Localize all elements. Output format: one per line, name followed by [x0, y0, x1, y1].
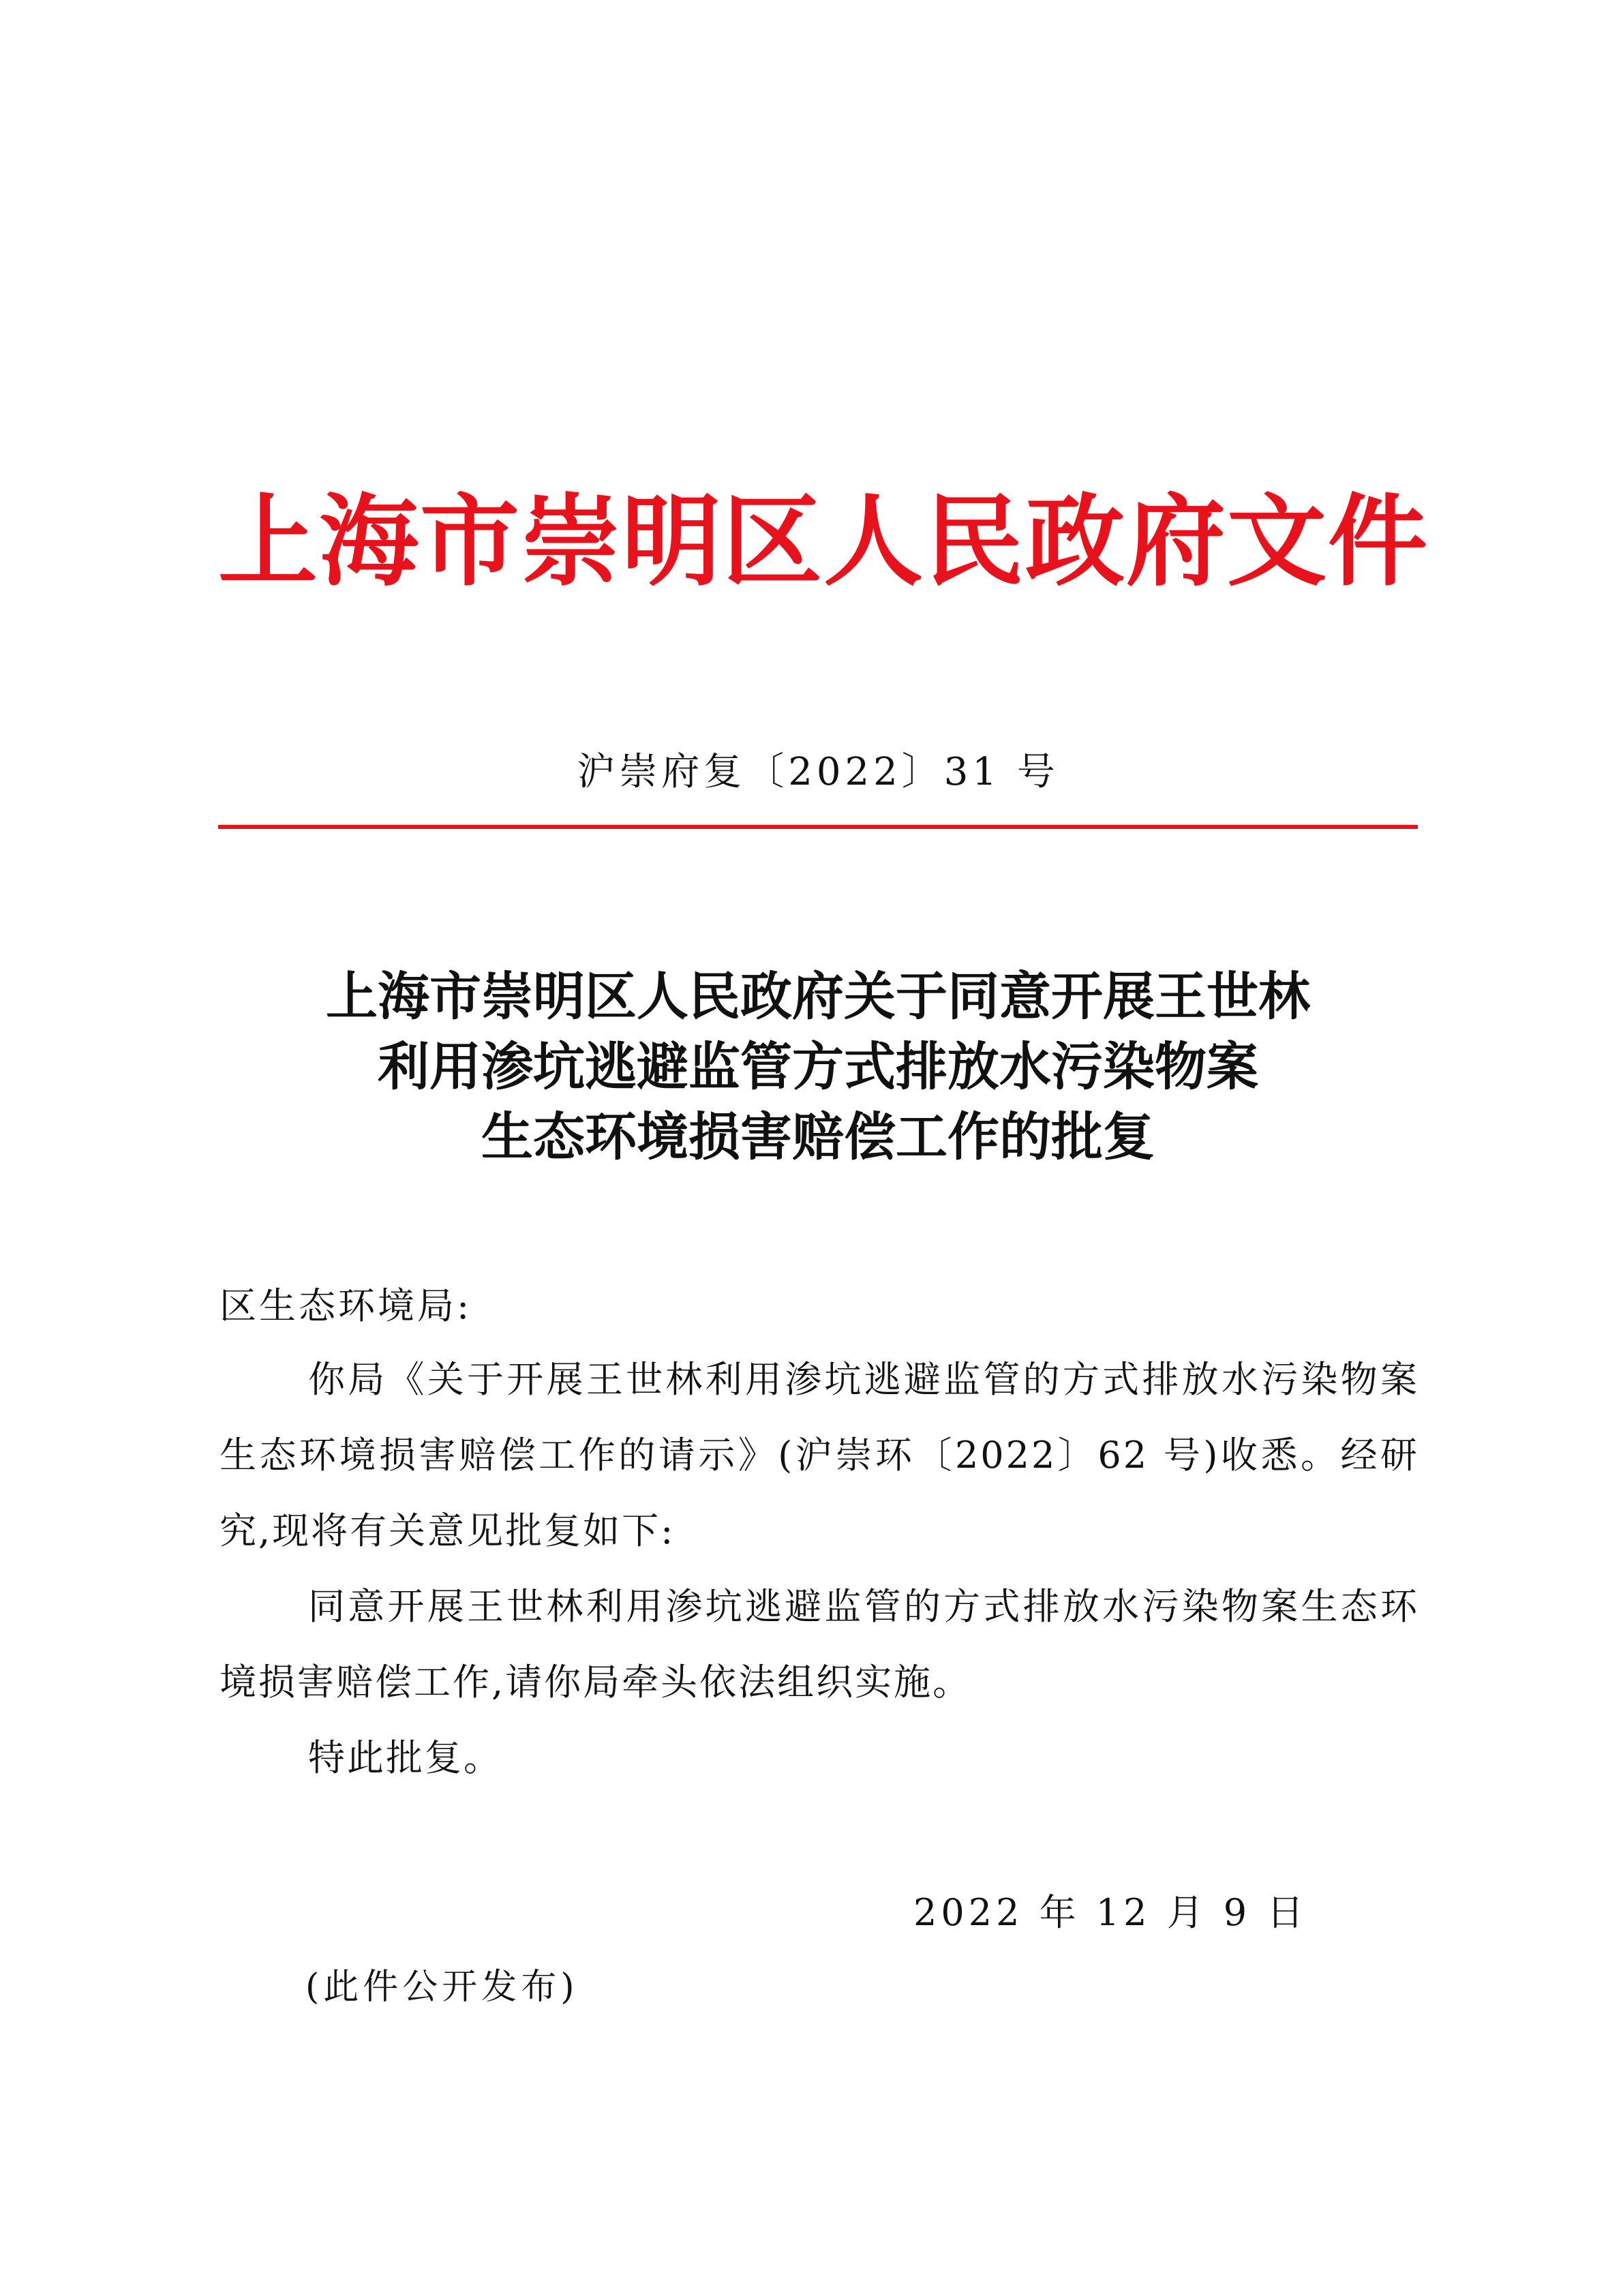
- title-line-2: 利用渗坑逃避监管方式排放水污染物案: [378, 1036, 1258, 1097]
- title-line-3: 生态环境损害赔偿工作的批复: [481, 1106, 1155, 1167]
- red-divider-rule: [218, 825, 1418, 829]
- document-number: 沪崇府复〔2022〕31 号: [577, 750, 1059, 794]
- release-note: (此件公开发布): [305, 1967, 579, 2008]
- body-paragraph-request: 你局《关于开展王世林利用渗坑逃避监管的方式排放水污染物案生态环境损害赔偿工作的请示》(沪崇环〔2022〕62 号)收悉。经研究,现将有关意见批复如下:: [219, 1358, 1419, 1552]
- addressee: 区生态环境局:: [219, 1284, 472, 1327]
- issue-date: 2022 年 12 月 9 日: [913, 1891, 1308, 1934]
- title-line-1: 上海市崇明区人民政府关于同意开展王世林: [326, 966, 1310, 1027]
- body-paragraph-approval: 同意开展王世林利用渗坑逃避监管的方式排放水污染物案生态环境损害赔偿工作,请你局牵头依法组织实施。: [219, 1585, 1419, 1704]
- document-title: [218, 961, 1418, 1172]
- issuer-header-title: 上海市崇明区人民政府文件: [218, 483, 1429, 600]
- body-paragraph-closing: 特此批复。: [308, 1736, 502, 1779]
